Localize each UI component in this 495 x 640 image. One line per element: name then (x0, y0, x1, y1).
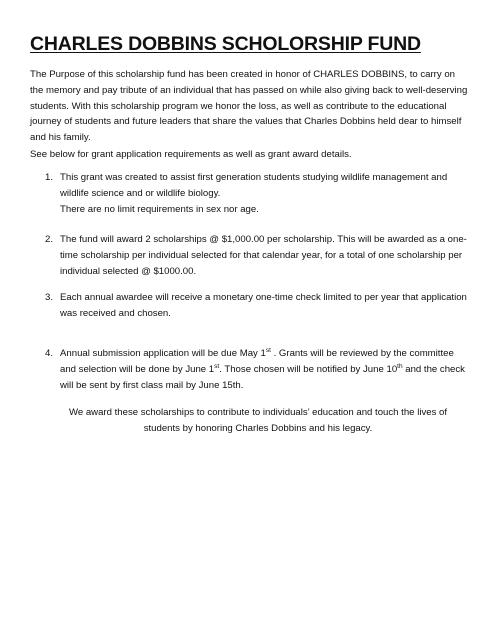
ordinal-suffix: th (397, 362, 403, 370)
page-title: CHARLES DOBBINS SCHOLORSHIP FUND (30, 33, 421, 55)
list-item-number: 2. (45, 234, 54, 245)
list-item-text: Each annual awardee will receive a monetary one-time check limited to per year that application was received and chosen. (60, 292, 467, 319)
ordinal-suffix: st (265, 346, 271, 354)
list-item-text (60, 346, 470, 393)
text-fragment: and the check will be sent by first class mail by June 15th. (60, 363, 465, 391)
list-item (45, 290, 470, 322)
intro-paragraph: The Purpose of this scholarship fund has been created in honor of CHARLES DOBBINS, to carry on the memory and pay tribute of an individual that has passed on while also giving back to well-deserving students. With this scholarship program we honor the loss, as well as contribute to the educational journey of students and future leaders that share the values that Charles Dobbins held dear to himself and his family. (30, 69, 468, 144)
list-item-number: 1. (45, 172, 54, 183)
text-fragment: . Grants will be reviewed by the committee and selection will be done by June 1 (60, 348, 454, 375)
list-item-number: 3. (45, 292, 54, 303)
list-item-text (60, 170, 470, 217)
list-item (45, 346, 470, 393)
list-item-text: The fund will award 2 scholarships @ $1,000.00 per scholarship. This will be awarded as a one-time scholarship per individual selected for that calendar year, for a total of one scholarship per individual selected @ $1000.00. (60, 234, 467, 277)
list-item (45, 232, 470, 279)
list-item (45, 170, 470, 217)
see-below-paragraph: See below for grant application requirements as well as grant award details. (30, 149, 352, 160)
text-fragment: Annual submission application will be due May 1 (60, 348, 266, 359)
list-item-number: 4. (45, 348, 54, 359)
ordinal-suffix: st (214, 362, 220, 370)
text-fragment: . Those chosen will be notified by June 10 (219, 363, 398, 375)
list-item-line: This grant was created to assist first generation students studying wildlife management and wildlife science and or wildlife biology. (60, 172, 448, 199)
list-item-line: There are no limit requirements in sex nor age. (60, 203, 259, 215)
closing-paragraph: We award these scholarships to contribute to individuals’ education and touch the lives of students by honoring Charles Dobbins and his legacy. (68, 407, 448, 434)
